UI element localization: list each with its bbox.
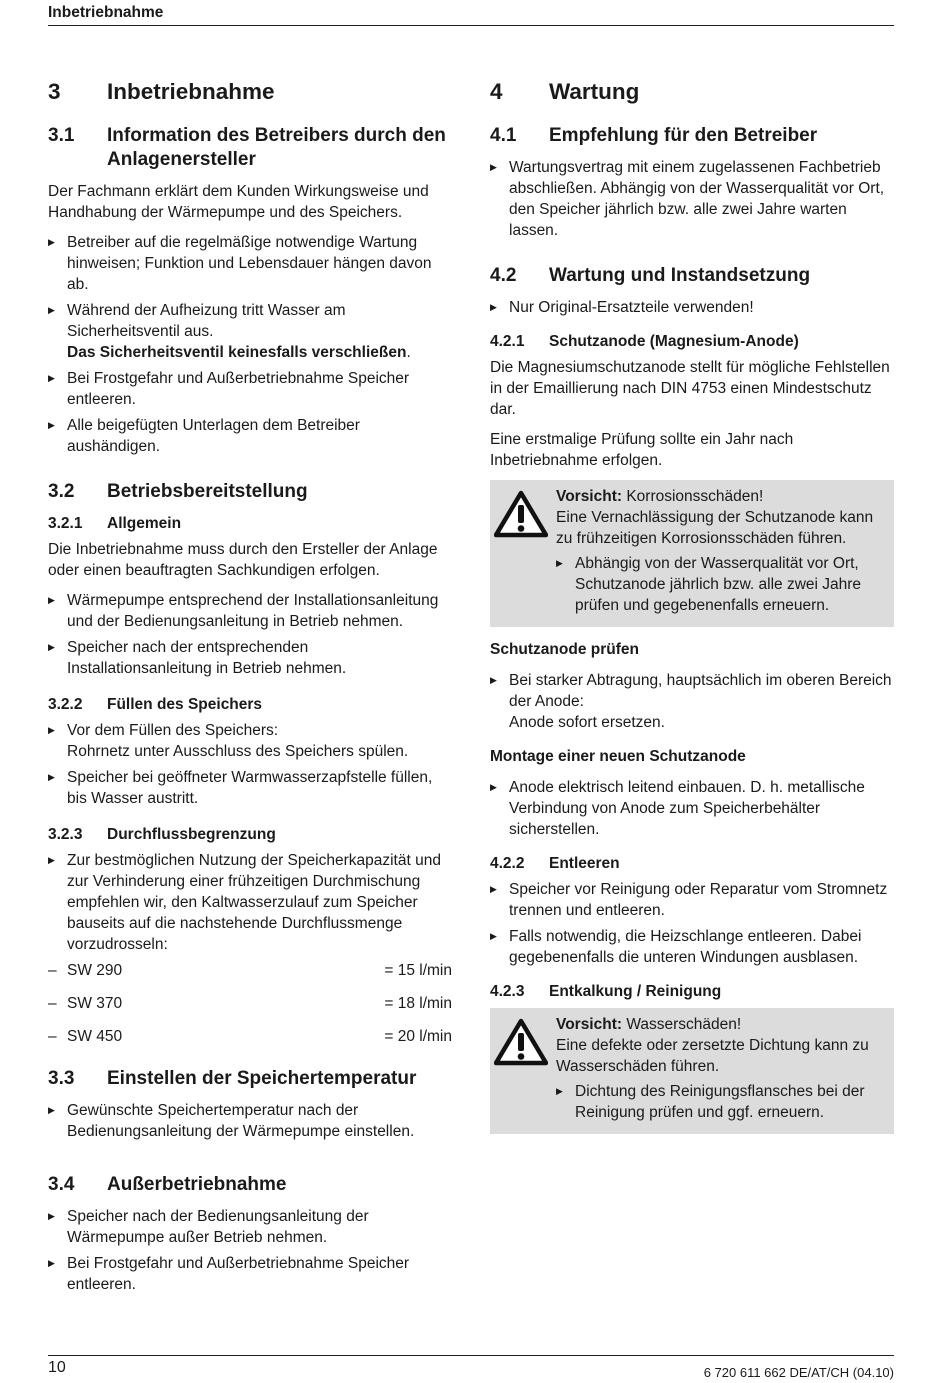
subheading-mount-anode: Montage einer neuen Schutzanode	[490, 748, 746, 765]
list-item: ▶ Speicher nach der entsprechenden Installationsanleitung in Betrieb nehmen.	[48, 637, 452, 679]
section-title: Betriebsbereitstellung	[107, 481, 308, 502]
left-column	[48, 78, 452, 1304]
section-heading-3-2-2	[48, 694, 452, 715]
header-rule	[48, 25, 894, 26]
flow-rate-row	[48, 993, 452, 1014]
section-title: Information des Betreibers durch den Anlagenersteller	[107, 125, 446, 170]
list-item: ▶ Gewünschte Speichertemperatur nach der Bedienungsanleitung der Wärmepumpe einstellen.	[48, 1100, 452, 1142]
section-heading-3-2	[48, 480, 452, 504]
bold-instruction: Das Sicherheitsventil keinesfalls verschließen	[67, 344, 407, 361]
section-title: Wartung	[549, 79, 640, 104]
paragraph: Die Inbetriebnahme muss durch den Ersteller der Anlage oder einen beauftragten Sachkundigen erfolgen.	[48, 541, 438, 579]
dash: –	[48, 1028, 57, 1045]
section-number: 4.2.2	[490, 855, 525, 872]
period: .	[406, 344, 411, 361]
section-number: 3.2.3	[48, 826, 83, 843]
list-item: ▶ Nur Original-Ersatzteile verwenden!	[490, 297, 894, 318]
caution-text	[556, 486, 886, 621]
list-item: ▶ Betreiber auf die regelmäßige notwendige Wartung hinweisen; Funktion und Lebensdauer hängen davon ab.	[48, 232, 452, 295]
list-item: ▶ Dichtung des Reinigungsflansches bei der Reinigung prüfen und ggf. erneuern.	[556, 1081, 886, 1123]
section-heading-4-2-3	[490, 981, 894, 1002]
section-title: Einstellen der Speichertemperatur	[107, 1068, 417, 1089]
caution-box-water	[490, 1008, 894, 1134]
list-item: ▶ Wärmepumpe entsprechend der Installationsanleitung und der Bedienungsanleitung in Betrieb nehmen.	[48, 590, 452, 632]
list-item: ▶ Zur bestmöglichen Nutzung der Speicherkapazität und zur Verhinderung einer frühzeitigen Durchmischung empfehlen wir, den Kaltwasserzulauf zum Speicher bauseits auf die nachstehende Durchflussmenge vorzudrosseln:	[48, 850, 452, 955]
section-number: 4.2.1	[490, 333, 525, 350]
bullet-list	[48, 590, 452, 679]
list-item: ▶ Speicher nach der Bedienungsanleitung der Wärmepumpe außer Betrieb nehmen.	[48, 1206, 452, 1248]
list-item: ▶ Bei Frostgefahr und Außerbetriebnahme Speicher entleeren.	[48, 1253, 452, 1295]
section-number: 3.2.2	[48, 696, 83, 713]
spacer	[48, 1059, 452, 1067]
section-heading-4-2-2	[490, 853, 894, 874]
list-item: ▶ Speicher vor Reinigung oder Reparatur vom Stromnetz trennen und entleeren.	[490, 879, 894, 921]
list-item	[48, 720, 452, 762]
caution-description: Eine defekte oder zersetzte Dichtung kann zu Wasserschäden führen.	[556, 1037, 869, 1075]
section-number: 3.4	[48, 1174, 75, 1195]
section-number: 4	[490, 79, 503, 104]
section-number: 3.2.1	[48, 515, 83, 532]
caution-description: Eine Vernachlässigung der Schutzanode kann zu frühzeitigen Korrosionsschäden führen.	[556, 509, 874, 547]
bullet-list	[556, 553, 886, 616]
warning-triangle-icon	[494, 486, 556, 621]
running-header: Inbetriebnahme	[48, 4, 164, 21]
list-item: ▶ Falls notwendig, die Heizschlange entleeren. Dabei gegebenenfalls die unteren Windungen ausblasen.	[490, 926, 894, 968]
caution-headline: Korrosionsschäden!	[622, 488, 764, 505]
section-title: Wartung und Instandsetzung	[549, 265, 811, 286]
caution-label: Vorsicht:	[556, 1016, 623, 1033]
list-item-text: Vor dem Füllen des Speichers:	[67, 722, 279, 739]
spacer	[490, 250, 894, 264]
section-title: Allgemein	[107, 515, 182, 532]
section-title: Entleeren	[549, 855, 620, 872]
bullet-list	[490, 777, 894, 840]
caution-box-corrosion	[490, 480, 894, 627]
paragraph: Eine erstmalige Prüfung sollte ein Jahr nach Inbetriebnahme erfolgen.	[490, 431, 794, 469]
bullet-list	[48, 232, 452, 457]
caution-label: Vorsicht:	[556, 488, 623, 505]
list-item: ▶ Speicher bei geöffneter Warmwasserzapfstelle füllen, bis Wasser austritt.	[48, 767, 452, 809]
list-item: ▶ Bei Frostgefahr und Außerbetriebnahme Speicher entleeren.	[48, 368, 452, 410]
dash: –	[48, 962, 57, 979]
document-number: 6 720 611 662 DE/AT/CH (04.10)	[703, 1365, 894, 1380]
bullet-list	[48, 1100, 452, 1142]
section-title: Inbetriebnahme	[107, 79, 275, 104]
paragraph: Die Magnesiumschutzanode stellt für mögliche Fehlstellen in der Emaillierung nach DIN 4753 einen Mindestschutz dar.	[490, 359, 890, 418]
model-name: SW 290	[67, 962, 123, 979]
spacer	[48, 466, 452, 480]
right-column	[490, 78, 894, 1146]
list-item	[490, 670, 894, 733]
warning-triangle-icon	[494, 1014, 556, 1128]
spacer	[48, 1151, 452, 1173]
section-title: Füllen des Speichers	[107, 696, 263, 713]
section-number: 4.1	[490, 125, 517, 146]
subheading-check-anode: Schutzanode prüfen	[490, 641, 639, 658]
bullet-list	[490, 157, 894, 241]
page-number: 10	[48, 1359, 66, 1376]
list-item-text: Anode sofort ersetzen.	[509, 714, 665, 731]
model-name: SW 450	[67, 1028, 123, 1045]
model-name: SW 370	[67, 995, 123, 1012]
section-heading-3-2-3	[48, 824, 452, 845]
footer-rule	[48, 1355, 894, 1356]
bullet-list	[490, 297, 894, 318]
bullet-list	[490, 670, 894, 733]
section-heading-4-2-1	[490, 331, 894, 352]
section-number: 3.3	[48, 1068, 75, 1089]
list-item: ▶ Anode elektrisch leitend einbauen. D. h. metallische Verbindung von Anode zum Speicherbehälter sicherstellen.	[490, 777, 894, 840]
flow-rate-value: = 18 l/min	[384, 995, 452, 1012]
flow-rate-value: = 20 l/min	[384, 1028, 452, 1045]
list-item: ▶ Abhängig von der Wasserqualität vor Ort, Schutzanode jährlich bzw. alle zwei Jahre prüfen und gegebenenfalls erneuern.	[556, 553, 886, 616]
section-title: Entkalkung / Reinigung	[549, 983, 722, 1000]
bullet-list	[490, 879, 894, 968]
flow-rate-list	[48, 960, 452, 1047]
bullet-list	[48, 1206, 452, 1295]
section-title: Schutzanode (Magnesium-Anode)	[549, 333, 799, 350]
list-item: ▶ Wartungsvertrag mit einem zugelassenen Fachbetrieb abschließen. Abhängig von der Wasserqualität vor Ort, den Speicher jährlich bzw. alle zwei Jahre warten lassen.	[490, 157, 894, 241]
flow-rate-value: = 15 l/min	[384, 962, 452, 979]
bullet-list	[48, 850, 452, 955]
section-heading-3-3	[48, 1067, 452, 1091]
section-heading-3-1	[48, 124, 452, 172]
section-number: 4.2	[490, 265, 517, 286]
list-item-text: Während der Aufheizung tritt Wasser am Sicherheitsventil aus.	[67, 302, 346, 340]
caution-text	[556, 1014, 886, 1128]
dash: –	[48, 995, 57, 1012]
section-title: Empfehlung für den Betreiber	[549, 125, 818, 146]
bullet-list	[556, 1081, 886, 1123]
section-heading-3-4	[48, 1173, 452, 1197]
section-number: 4.2.3	[490, 983, 525, 1000]
list-item: ▶ Alle beigefügten Unterlagen dem Betreiber aushändigen.	[48, 415, 452, 457]
section-heading-4	[490, 78, 894, 106]
section-number: 3.1	[48, 125, 75, 146]
section-heading-4-1	[490, 124, 894, 148]
list-item-text: Rohrnetz unter Ausschluss des Speichers spülen.	[67, 743, 409, 760]
list-item	[48, 300, 452, 363]
flow-rate-row	[48, 1026, 452, 1047]
section-title: Durchflussbegrenzung	[107, 826, 276, 843]
section-number: 3	[48, 79, 61, 104]
flow-rate-row	[48, 960, 452, 981]
caution-headline: Wasserschäden!	[622, 1016, 742, 1033]
section-heading-3-2-1	[48, 513, 452, 534]
section-heading-4-2	[490, 264, 894, 288]
section-number: 3.2	[48, 481, 75, 502]
list-item-text: Bei starker Abtragung, hauptsächlich im oberen Bereich der Anode:	[509, 672, 892, 710]
bullet-list	[48, 720, 452, 809]
paragraph: Der Fachmann erklärt dem Kunden Wirkungsweise und Handhabung der Wärmepumpe und des Speichers.	[48, 183, 429, 221]
section-heading-3	[48, 78, 452, 106]
section-title: Außerbetriebnahme	[107, 1174, 287, 1195]
